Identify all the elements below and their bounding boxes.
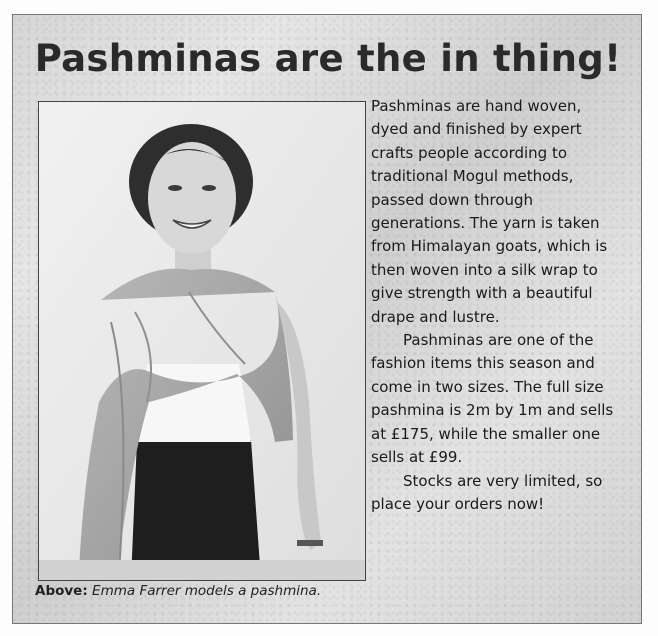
photo-caption (35, 583, 371, 599)
text-line: place your orders now! (371, 494, 545, 513)
text-line: traditional Mogul methods, (371, 167, 574, 186)
text-line: give strength with a beautiful (371, 284, 593, 303)
text-line: then woven into a silk wrap to (371, 260, 598, 279)
text-line: dyed and finished by expert (371, 120, 582, 139)
paragraph-3 (371, 470, 633, 517)
text-line: sells at £99. (371, 448, 463, 467)
text-line: fashion items this season and (371, 354, 595, 373)
newspaper-clipping (12, 14, 642, 624)
text-line: Pashminas are hand woven, (371, 97, 582, 115)
caption-text: Emma Farrer models a pashmina. (92, 583, 322, 599)
text-line: at £175, while the smaller one (371, 424, 601, 443)
text-line: Pashminas are one of the (403, 331, 594, 350)
text-line: generations. The yarn is taken (371, 214, 600, 233)
text-line: pashmina is 2m by 1m and sells (371, 401, 614, 420)
paragraph-1 (371, 95, 633, 329)
text-line: from Himalayan goats, which is (371, 237, 608, 256)
headline: Pashminas are the in thing! (34, 37, 622, 80)
text-line: crafts people according to (371, 143, 568, 162)
text-line: passed down through (371, 190, 534, 209)
text-line: drape and lustre. (371, 307, 500, 326)
model-photo (38, 101, 366, 581)
text-line: come in two sizes. The full size (371, 377, 604, 396)
text-line: Stocks are very limited, so (403, 471, 603, 490)
woman-wearing-pashmina-image (39, 102, 365, 580)
caption-label: Above: (35, 583, 88, 599)
paragraph-2 (371, 329, 633, 469)
article-body (371, 95, 633, 516)
